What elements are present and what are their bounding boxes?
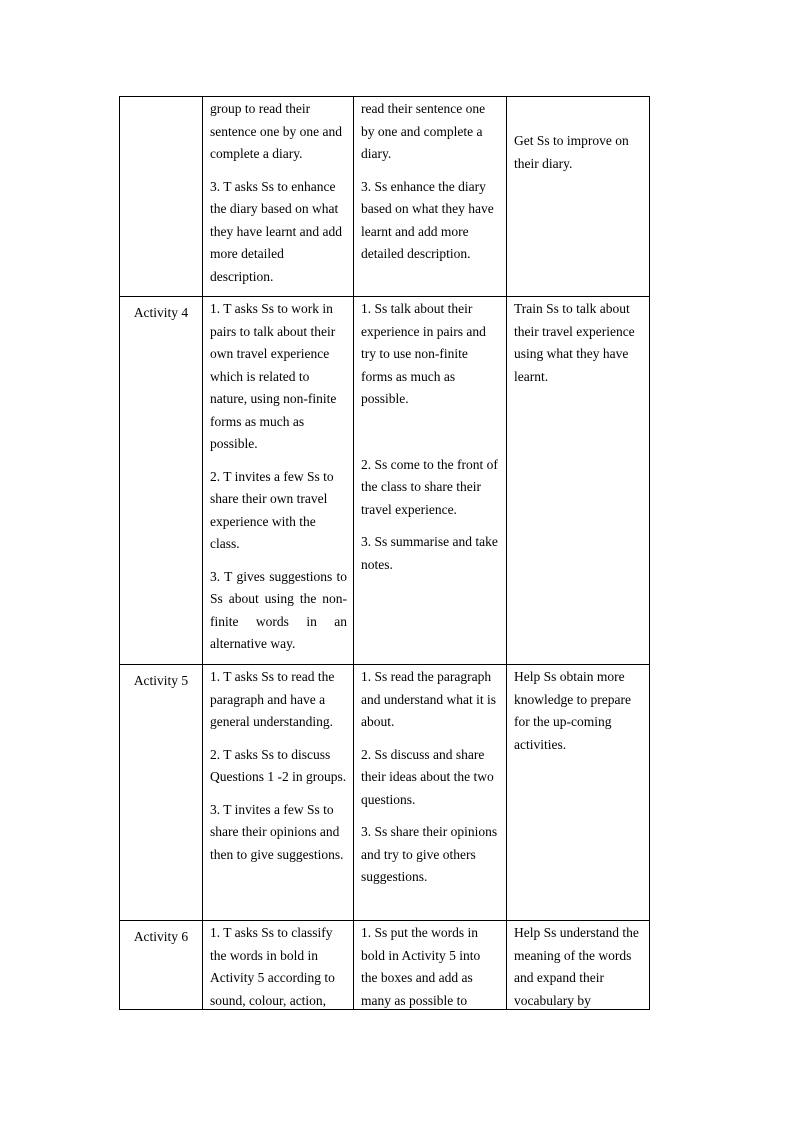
student-activity-cell: [354, 921, 507, 1010]
table-row: [120, 97, 650, 297]
activity-label: Activity 4: [133, 305, 189, 320]
teacher-step: 1. T asks Ss to work in pairs to talk about their own travel experience which is related to nature, using non-finite forms as much as possible.: [210, 301, 337, 451]
student-activity-cell: [354, 665, 507, 921]
student-step: 2. Ss come to the front of the class to share their travel experience.: [361, 456, 498, 517]
activity-cell: [120, 297, 203, 665]
purpose-text: Train Ss to talk about their travel experience using what they have learnt.: [514, 301, 635, 384]
purpose-cell: [507, 665, 650, 921]
student-activity-cell: [354, 97, 507, 297]
table-row: [120, 297, 650, 665]
activity-cell: [120, 921, 203, 1010]
lesson-plan-table: [119, 96, 650, 1010]
teacher-step: group to read their sentence one by one and complete a diary.: [210, 101, 342, 161]
teacher-activity-cell: [203, 297, 354, 665]
student-step: 3. Ss summarise and take notes.: [361, 534, 498, 572]
purpose-text: Get Ss to improve on their diary.: [514, 133, 629, 171]
activity-cell: [120, 665, 203, 921]
student-step: 1. Ss talk about their experience in pairs and try to use non-finite forms as much as possible.: [361, 301, 486, 406]
teacher-step: 1. T asks Ss to read the paragraph and have a general understanding.: [210, 669, 335, 729]
purpose-text: Help Ss understand the meaning of the words and expand their vocabulary by: [514, 925, 639, 1008]
student-step: 3. Ss share their opinions and try to give others suggestions.: [361, 824, 498, 884]
table-row: [120, 921, 650, 1010]
activity-label: Activity 6: [133, 929, 189, 944]
teacher-activity-cell: [203, 97, 354, 297]
activity-cell: [120, 97, 203, 297]
teacher-step: 2. T asks Ss to discuss Questions 1 -2 in groups.: [210, 746, 347, 784]
teacher-activity-cell: [203, 665, 354, 921]
student-step: 2. Ss discuss and share their ideas about the two questions.: [361, 746, 494, 807]
purpose-cell: [507, 921, 650, 1010]
teacher-activity-cell: [203, 921, 354, 1010]
table-row: [120, 665, 650, 921]
teacher-step: 3. T asks Ss to enhance the diary based on what they have learnt and add more detailed description.: [210, 178, 342, 284]
teacher-step: 1. T asks Ss to classify the words in bold in Activity 5 according to sound, colour, action,: [210, 925, 335, 1008]
student-step: 1. Ss read the paragraph and understand what it is about.: [361, 669, 496, 729]
student-activity-cell: [354, 297, 507, 665]
teacher-step: 2. T invites a few Ss to share their own travel experience with the class.: [210, 468, 334, 551]
activity-label: Activity 5: [133, 673, 189, 688]
student-step: 1. Ss put the words in bold in Activity 5 into the boxes and add as many as possible to: [361, 925, 481, 1008]
purpose-cell: [507, 97, 650, 297]
activity-label: [120, 97, 202, 102]
student-step: read their sentence one by one and complete a diary.: [361, 101, 486, 161]
teacher-step: 3. T gives suggestions to Ss about using the non-finite words in an alternative way.: [210, 568, 347, 651]
student-step: 3. Ss enhance the diary based on what they have learnt and add more detailed description.: [361, 178, 494, 261]
teacher-step: 3. T invites a few Ss to share their opinions and then to give suggestions.: [210, 801, 344, 862]
purpose-cell: [507, 297, 650, 665]
purpose-text: Help Ss obtain more knowledge to prepare for the up-coming activities.: [514, 669, 631, 752]
